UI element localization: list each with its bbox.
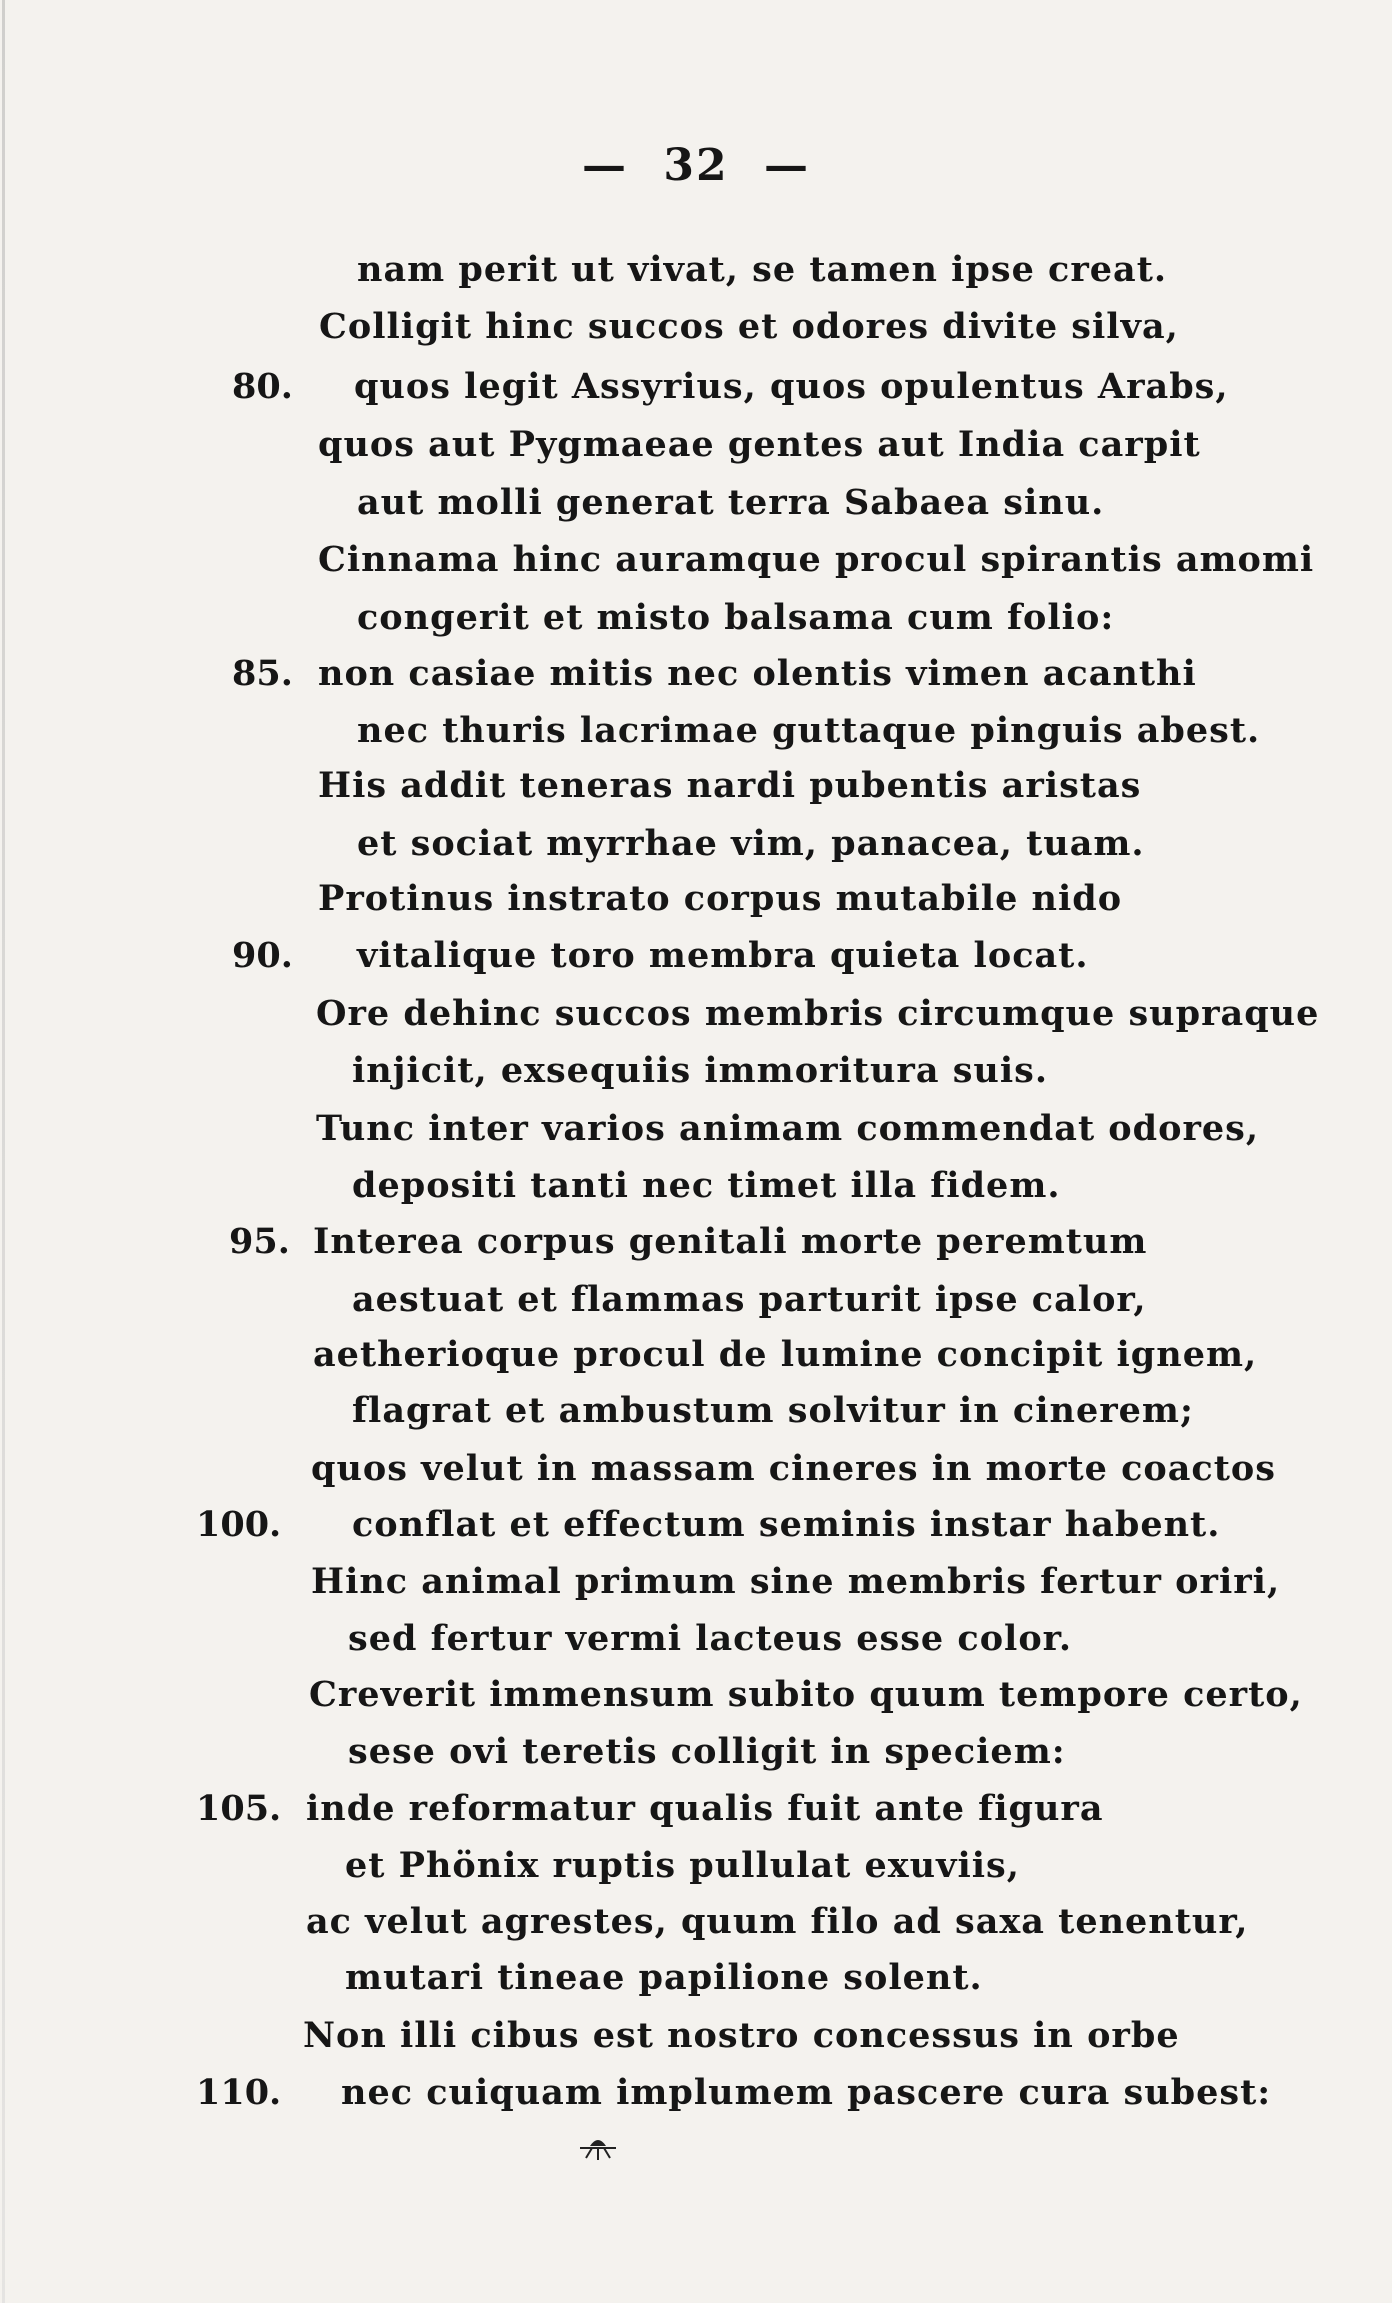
verse-line: et sociat myrrhae vim, panacea, tuam. [357,823,1145,864]
verse-line: aestuat et flammas parturit ipse calor, [352,1279,1147,1320]
verse-line: congerit et misto balsama cum folio: [357,597,1115,638]
verse-line: vitalique toro membra quieta locat. [357,935,1089,976]
verse-line: His addit teneras nardi pubentis aristas [318,765,1142,806]
verse-line: flagrat et ambustum solvitur in cinerem; [352,1390,1194,1431]
verse-line: Protinus instrato corpus mutabile nido [318,878,1123,919]
line-number: 80. [232,366,293,407]
header-dash-right: — [763,140,810,191]
verse-line: Tunc inter varios animam commendat odores, [316,1108,1260,1149]
verse-line: Cinnama hinc auramque procul spirantis amomi [318,539,1315,580]
verse-line: Creverit immensum subito quum tempore certo, [309,1674,1303,1715]
verse-line: nec cuiquam implumem pascere cura subest: [341,2072,1272,2113]
line-number: 105. [196,1788,282,1829]
verse-line: Colligit hinc succos et odores divite silva, [319,306,1179,347]
verse-line: conflat et effectum seminis instar habent. [352,1504,1221,1545]
verse-line: quos legit Assyrius, quos opulentus Arabs, [354,366,1229,407]
verse-line: depositi tanti nec timet illa fidem. [352,1165,1061,1206]
line-number: 110. [196,2072,282,2113]
verse-line: Hinc animal primum sine membris fertur oriri, [311,1561,1281,1602]
verse-line: Ore dehinc succos membris circumque supraque [316,993,1320,1034]
line-number: 100. [196,1504,282,1545]
verse-line: mutari tineae papilione solent. [345,1957,983,1998]
verse-line: ac velut agrestes, quum filo ad saxa tenentur, [306,1901,1249,1942]
verse-line: inde reformatur qualis fuit ante figura [306,1788,1104,1829]
verse-line: injicit, exsequiis immoritura suis. [352,1050,1049,1091]
verse-line: quos aut Pygmaeae gentes aut India carpit [318,424,1201,465]
header-dash-left: — [582,140,629,191]
verse-line: et Phönix ruptis pullulat exuviis, [345,1845,1020,1886]
printer-ornament-icon [578,2132,618,2162]
line-number: 90. [232,935,293,976]
verse-line: nam perit ut vivat, se tamen ipse creat. [357,249,1168,290]
verse-line: aut molli generat terra Sabaea sinu. [357,482,1105,523]
verse-line: quos velut in massam cineres in morte coactos [311,1448,1276,1489]
verse-line: nec thuris lacrimae guttaque pinguis abest. [357,710,1261,751]
page-number: 32 [663,140,729,191]
verse-line: Non illi cibus est nostro concessus in orbe [303,2015,1180,2056]
verse-line: Interea corpus genitali morte peremtum [313,1221,1148,1262]
line-number: 95. [229,1221,290,1262]
verse-line: aetherioque procul de lumine concipit ignem, [313,1334,1258,1375]
line-number: 85. [232,653,293,694]
verse-line: sed fertur vermi lacteus esse color. [348,1618,1073,1659]
verse-line: sese ovi teretis colligit in speciem: [348,1731,1066,1772]
verse-line: non casiae mitis nec olentis vimen acanthi [318,653,1197,694]
